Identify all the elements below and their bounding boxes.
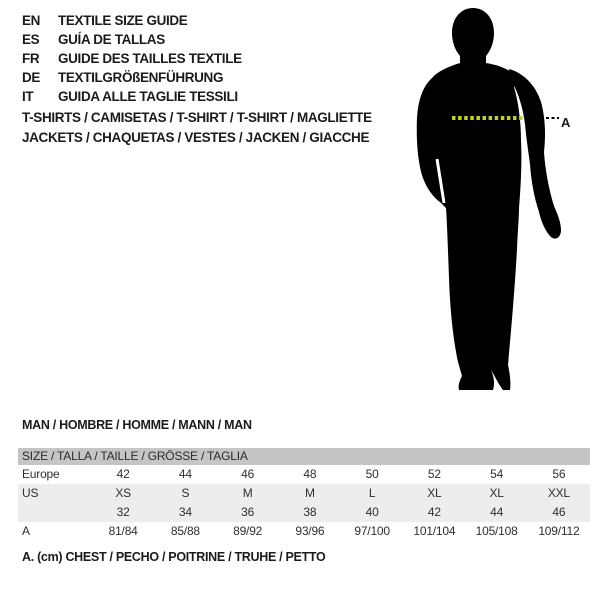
- man-silhouette-figure: [395, 6, 585, 392]
- size-table-header: SIZE / TALLA / TAILLE / GRÖSSE / TAGLIA: [18, 448, 590, 465]
- size-cell: 44: [178, 467, 192, 481]
- category-line-tshirts: T-SHIRTS / CAMISETAS / T-SHIRT / T-SHIRT / MAGLIETTE: [22, 110, 372, 125]
- size-cell: 50: [365, 467, 379, 481]
- row-label: US: [22, 486, 39, 500]
- language-title: GUIDA ALLE TAGLIE TESSILI: [58, 89, 238, 104]
- row-label: [18, 503, 92, 522]
- language-title: GUÍA DE TALLAS: [58, 32, 165, 47]
- size-cell: 40: [365, 505, 379, 519]
- language-title: TEXTILGRÖßENFÜHRUNG: [58, 70, 224, 85]
- size-cell: 109/112: [538, 524, 580, 538]
- size-cell: 105/108: [475, 524, 518, 538]
- language-title: GUIDE DES TAILLES TEXTILE: [58, 51, 242, 66]
- size-cell: 44: [490, 505, 504, 519]
- size-cell: 42: [427, 505, 441, 519]
- category-line-jackets: JACKETS / CHAQUETAS / VESTES / JACKEN / GIACCHE: [22, 130, 370, 145]
- language-code: IT: [22, 89, 34, 104]
- size-cell: 93/96: [295, 524, 325, 538]
- section-title: MAN / HOMBRE / HOMME / MANN / MAN: [22, 418, 252, 432]
- size-cell: 34: [178, 505, 192, 519]
- table-row-europe: [18, 465, 590, 484]
- size-cell: XL: [427, 486, 442, 500]
- size-cell: 54: [490, 467, 504, 481]
- size-cell: 81/84: [108, 524, 138, 538]
- table-row-chest-a: [18, 522, 590, 541]
- man-silhouette-icon: [395, 6, 585, 392]
- size-cell: M: [304, 486, 315, 500]
- size-cell: 56: [552, 467, 566, 481]
- language-code: EN: [22, 13, 41, 28]
- size-cell: XL: [489, 486, 504, 500]
- table-row-us-numeric: [18, 503, 590, 522]
- language-title: TEXTILE SIZE GUIDE: [58, 13, 188, 28]
- size-cell: M: [242, 486, 253, 500]
- size-table: [18, 448, 590, 541]
- measurement-label-a: A: [561, 115, 571, 130]
- size-cell: S: [181, 486, 190, 500]
- size-cell: 36: [241, 505, 255, 519]
- size-cell: 85/88: [170, 524, 200, 538]
- size-cell: 42: [116, 467, 130, 481]
- row-label: Europe: [22, 467, 60, 481]
- size-cell: XS: [115, 486, 131, 500]
- size-cell: L: [368, 486, 376, 500]
- language-row-es: [22, 30, 242, 49]
- language-code: FR: [22, 51, 40, 66]
- language-code: ES: [22, 32, 40, 47]
- size-cell: 101/104: [413, 524, 456, 538]
- size-cell: 97/100: [354, 524, 390, 538]
- row-label: A: [22, 524, 30, 538]
- language-row-it: [22, 87, 242, 106]
- size-cell: 46: [241, 467, 255, 481]
- language-code: DE: [22, 70, 41, 85]
- language-row-en: [22, 11, 242, 30]
- language-row-de: [22, 68, 242, 87]
- size-cell: 32: [116, 505, 130, 519]
- size-cell: 48: [303, 467, 317, 481]
- size-cell: 89/92: [233, 524, 263, 538]
- size-cell: XXL: [547, 486, 570, 500]
- size-cell: 52: [427, 467, 441, 481]
- language-list: [22, 11, 242, 106]
- language-row-fr: [22, 49, 242, 68]
- table-row-us: [18, 484, 590, 503]
- category-list: [22, 108, 372, 148]
- size-cell: 46: [552, 505, 566, 519]
- measurement-footnote: A. (cm) CHEST / PECHO / POITRINE / TRUHE / PETTO: [22, 550, 326, 564]
- size-cell: 38: [303, 505, 317, 519]
